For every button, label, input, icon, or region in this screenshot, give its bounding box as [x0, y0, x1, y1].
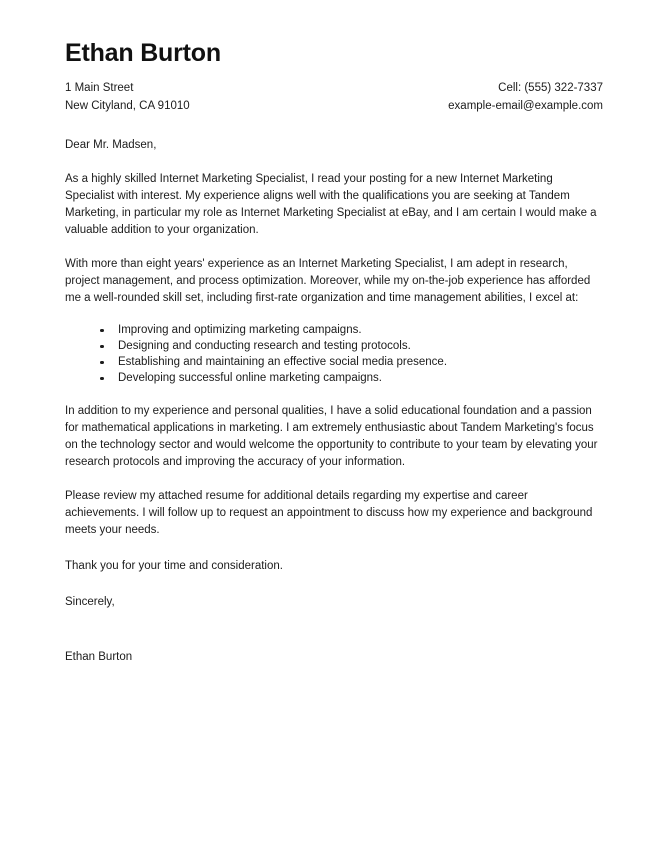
closing-signoff: Sincerely,: [65, 596, 115, 608]
bullet-icon: [100, 345, 104, 349]
body-paragraph-3: In addition to my experience and personal qualities, I have a solid educational foundation and a passion for mathematical applications in marketing. I am extremely enthusiastic about Tandem Marketing's focus on the technology sector and would welcome the opportunity to contribute to your team by elevating your research protocols and improving the accuracy of your information.: [65, 405, 598, 468]
contact-phone: Cell: (555) 322-7337: [498, 81, 603, 94]
list-item: [100, 323, 603, 339]
contact-row: [65, 79, 603, 115]
list-item-label: Designing and conducting research and testing protocols.: [118, 339, 411, 352]
contact-email: example-email@example.com: [448, 99, 603, 112]
salutation: Dear Mr. Madsen,: [65, 138, 157, 151]
skills-list: [65, 323, 603, 387]
mailing-address: [65, 79, 190, 115]
body-paragraph-4: Please review my attached resume for additional details regarding my expertise and career achievements. I will follow up to request an appointment to discuss how my experience and background meets your needs.: [65, 490, 593, 536]
address-street: 1 Main Street: [65, 81, 134, 94]
list-item-label: Establishing and maintaining an effective social media presence.: [118, 355, 448, 368]
address-city-state-zip: New Cityland, CA 91010: [65, 99, 190, 112]
bullet-icon: [100, 361, 104, 365]
letterhead: [65, 40, 603, 115]
signature-name: Ethan Burton: [65, 651, 133, 663]
list-item: [100, 339, 603, 355]
list-item-label: Improving and optimizing marketing campaigns.: [118, 323, 362, 336]
closing-thanks: Thank you for your time and consideration.: [65, 560, 283, 572]
body-paragraph-1: As a highly skilled Internet Marketing Specialist, I read your posting for a new Internet Marketing Specialist with interest. My experience aligns well with the qualifications you are seeking at Tandem Marketing, in particular my role as Internet Marketing Specialist at eBay, and I am certain I would make a valuable addition to your organization.: [65, 172, 597, 236]
bullet-icon: [100, 329, 104, 333]
letter-content: [65, 40, 603, 678]
list-item: [100, 355, 603, 371]
list-item: [100, 371, 603, 387]
body-paragraph-2: With more than eight years' experience as an Internet Marketing Specialist, I am adept in research, project management, and process optimization. Moreover, while my on-the-job experience has afforded me a well-rounded skill set, including first-rate organization and time management abilities, I excel at:: [65, 257, 591, 304]
bullet-icon: [100, 377, 104, 381]
applicant-name: Ethan Burton: [65, 39, 221, 67]
list-item-label: Developing successful online marketing campaigns.: [118, 371, 383, 384]
contact-details: [448, 79, 603, 115]
